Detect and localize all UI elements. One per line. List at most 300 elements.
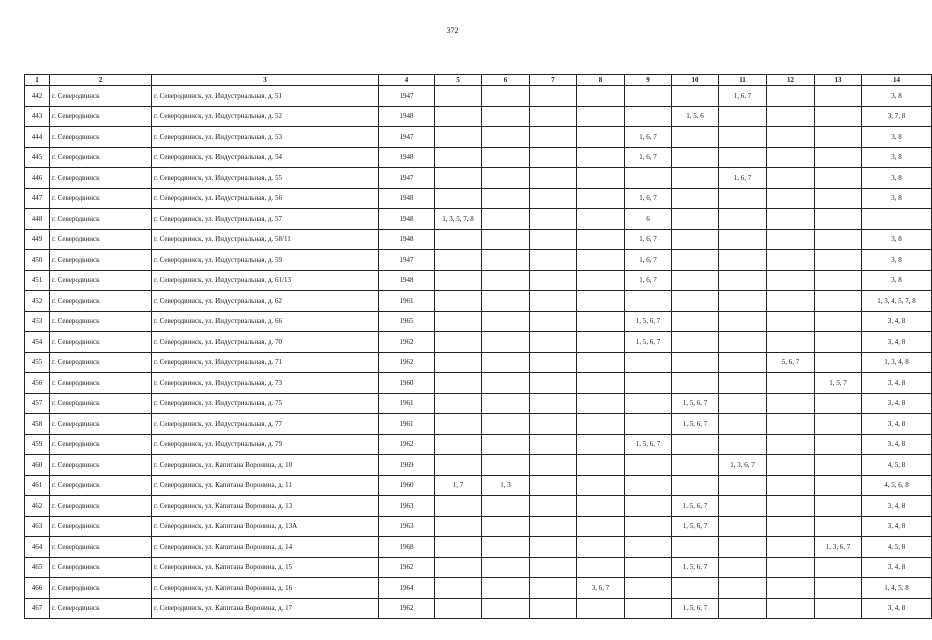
table-cell: 4, 5, 8	[862, 537, 932, 558]
table-cell: 1, 6, 7	[625, 270, 672, 291]
table-row	[25, 455, 932, 476]
table-cell: 447	[25, 188, 50, 209]
table-cell: 1, 6, 7	[625, 147, 672, 168]
table-cell	[577, 86, 625, 107]
table-cell: 1, 6, 7	[625, 229, 672, 250]
table-cell	[482, 229, 530, 250]
table-cell	[625, 291, 672, 312]
table-cell	[672, 373, 719, 394]
table-cell	[435, 352, 482, 373]
table-cell	[530, 229, 577, 250]
table-cell	[719, 516, 767, 537]
table-cell	[719, 229, 767, 250]
table-cell	[435, 250, 482, 271]
column-header-2: 2	[50, 75, 152, 86]
table-cell: 457	[25, 393, 50, 414]
table-row	[25, 598, 932, 619]
table-cell	[577, 209, 625, 230]
table-cell	[815, 86, 862, 107]
table-cell	[625, 537, 672, 558]
table-cell	[767, 209, 815, 230]
table-cell	[767, 86, 815, 107]
table-cell: 1948	[379, 229, 435, 250]
table-cell: 1, 4, 5, 8	[862, 578, 932, 599]
table-cell	[530, 578, 577, 599]
table-cell: г. Северодвинск	[50, 127, 152, 148]
table-cell: 3, 8	[862, 229, 932, 250]
table-cell: 3, 8	[862, 86, 932, 107]
table-cell: г. Северодвинск	[50, 86, 152, 107]
table-row	[25, 291, 932, 312]
table-cell	[530, 414, 577, 435]
table-cell	[482, 168, 530, 189]
table-cell: 1962	[379, 434, 435, 455]
table-cell	[435, 598, 482, 619]
column-header-10: 10	[672, 75, 719, 86]
table-cell	[719, 209, 767, 230]
table-cell: 454	[25, 332, 50, 353]
table-cell	[435, 311, 482, 332]
table-cell	[767, 270, 815, 291]
table-row	[25, 147, 932, 168]
table-cell	[482, 291, 530, 312]
table-cell: г. Северодвинск, ул. Индустриальная, д. 58/11	[152, 229, 379, 250]
table-cell: 1, 3, 4, 8	[862, 352, 932, 373]
table-cell	[577, 250, 625, 271]
table-cell	[577, 332, 625, 353]
table-cell	[482, 86, 530, 107]
table-cell: 3, 4, 8	[862, 393, 932, 414]
table-row	[25, 434, 932, 455]
table-cell: г. Северодвинск, ул. Капитана Воронина, д. 13	[152, 496, 379, 517]
table-cell	[577, 168, 625, 189]
table-cell: г. Северодвинск, ул. Индустриальная, д. 66	[152, 311, 379, 332]
table-cell: 3, 4, 8	[862, 373, 932, 394]
table-cell	[577, 352, 625, 373]
table-cell	[672, 229, 719, 250]
table-cell	[482, 373, 530, 394]
table-cell: г. Северодвинск, ул. Капитана Воронина, д. 14	[152, 537, 379, 558]
table-cell	[767, 475, 815, 496]
table-cell: 1948	[379, 270, 435, 291]
table-cell	[815, 352, 862, 373]
table-cell	[530, 147, 577, 168]
table-cell: 444	[25, 127, 50, 148]
table-cell	[482, 209, 530, 230]
table-cell: 446	[25, 168, 50, 189]
table-cell	[815, 557, 862, 578]
table-cell	[577, 516, 625, 537]
table-cell: 6	[625, 209, 672, 230]
table-cell	[672, 434, 719, 455]
table-cell	[672, 168, 719, 189]
table-cell	[767, 373, 815, 394]
table-cell	[815, 311, 862, 332]
table-cell	[530, 598, 577, 619]
table-cell	[672, 475, 719, 496]
column-header-7: 7	[530, 75, 577, 86]
table-cell	[482, 393, 530, 414]
table-cell	[767, 332, 815, 353]
table-cell: 1, 3, 6, 7	[719, 455, 767, 476]
table-cell	[625, 393, 672, 414]
table-cell	[435, 147, 482, 168]
table-cell: 1962	[379, 598, 435, 619]
table-cell	[530, 106, 577, 127]
table-cell: 1961	[379, 291, 435, 312]
table-row	[25, 270, 932, 291]
column-header-4: 4	[379, 75, 435, 86]
table-cell: г. Северодвинск	[50, 291, 152, 312]
table-row	[25, 373, 932, 394]
table-cell: 1, 5, 6, 7	[672, 414, 719, 435]
table-cell: г. Северодвинск	[50, 209, 152, 230]
table-cell	[767, 496, 815, 517]
table-cell	[530, 557, 577, 578]
table-cell: 1948	[379, 209, 435, 230]
table-cell: г. Северодвинск	[50, 106, 152, 127]
table-cell: 3, 4, 8	[862, 414, 932, 435]
table-cell	[577, 414, 625, 435]
table-cell: 3, 8	[862, 188, 932, 209]
table-cell	[530, 434, 577, 455]
table-cell: 443	[25, 106, 50, 127]
table-cell	[719, 434, 767, 455]
table-cell: 1, 5, 6, 7	[672, 393, 719, 414]
table-cell	[719, 127, 767, 148]
table-cell: 3, 4, 8	[862, 311, 932, 332]
table-cell	[625, 168, 672, 189]
table-cell: 1962	[379, 332, 435, 353]
table-cell	[672, 127, 719, 148]
table-cell: 463	[25, 516, 50, 537]
table-cell	[767, 516, 815, 537]
table-cell: 453	[25, 311, 50, 332]
table-cell	[577, 311, 625, 332]
column-header-5: 5	[435, 75, 482, 86]
table-cell	[530, 209, 577, 230]
table-cell: г. Северодвинск, ул. Индустриальная, д. 53	[152, 127, 379, 148]
table-cell: 1947	[379, 168, 435, 189]
table-cell	[767, 168, 815, 189]
table-cell	[435, 537, 482, 558]
table-cell	[719, 393, 767, 414]
table-cell: г. Северодвинск	[50, 229, 152, 250]
table-row	[25, 557, 932, 578]
table-row	[25, 496, 932, 517]
table-cell: 4, 5, 6, 8	[862, 475, 932, 496]
table-cell: 1, 6, 7	[719, 168, 767, 189]
table-cell	[672, 250, 719, 271]
table-cell	[767, 434, 815, 455]
table-row	[25, 414, 932, 435]
table-cell	[815, 414, 862, 435]
table-row	[25, 578, 932, 599]
table-cell	[577, 270, 625, 291]
table-cell	[767, 250, 815, 271]
table-cell	[435, 86, 482, 107]
table-cell	[482, 537, 530, 558]
table-cell: 3, 8	[862, 168, 932, 189]
table-cell: г. Северодвинск, ул. Индустриальная, д. 52	[152, 106, 379, 127]
table-cell: г. Северодвинск, ул. Индустриальная, д. 62	[152, 291, 379, 312]
table-cell: 5, 6, 7	[767, 352, 815, 373]
table-cell	[482, 332, 530, 353]
table-cell: 1, 5, 6, 7	[625, 434, 672, 455]
table-cell: г. Северодвинск	[50, 332, 152, 353]
table-cell	[435, 516, 482, 537]
table-row	[25, 516, 932, 537]
table-cell	[482, 598, 530, 619]
table-row	[25, 229, 932, 250]
table-cell: г. Северодвинск, ул. Индустриальная, д. 55	[152, 168, 379, 189]
table-cell: г. Северодвинск	[50, 188, 152, 209]
table-cell	[482, 496, 530, 517]
table-cell	[482, 188, 530, 209]
table-cell	[672, 352, 719, 373]
table-cell	[482, 147, 530, 168]
table-cell	[530, 352, 577, 373]
column-header-12: 12	[767, 75, 815, 86]
table-cell	[482, 106, 530, 127]
table-cell	[719, 414, 767, 435]
table-cell	[435, 291, 482, 312]
table-cell	[625, 496, 672, 517]
table-cell	[815, 127, 862, 148]
table-cell: г. Северодвинск	[50, 311, 152, 332]
table-cell	[719, 373, 767, 394]
table-cell	[815, 270, 862, 291]
table-cell	[530, 168, 577, 189]
table-cell	[435, 106, 482, 127]
table-cell	[577, 537, 625, 558]
table-cell: 1948	[379, 188, 435, 209]
table-cell: г. Северодвинск, ул. Капитана Воронина, д. 13А	[152, 516, 379, 537]
table-cell	[719, 188, 767, 209]
table-cell	[767, 598, 815, 619]
table-cell: г. Северодвинск, ул. Капитана Воронина, д. 11	[152, 475, 379, 496]
table-cell	[767, 537, 815, 558]
column-header-3: 3	[152, 75, 379, 86]
table-cell	[767, 578, 815, 599]
register-table	[24, 74, 932, 619]
table-cell: 1960	[379, 373, 435, 394]
table-cell	[435, 414, 482, 435]
table-cell: 1948	[379, 106, 435, 127]
table-cell	[482, 578, 530, 599]
column-header-6: 6	[482, 75, 530, 86]
table-cell: 1, 5, 6, 7	[672, 516, 719, 537]
table-cell: 442	[25, 86, 50, 107]
table-cell: 1, 3, 5, 7, 8	[435, 209, 482, 230]
table-cell	[719, 578, 767, 599]
table-row	[25, 475, 932, 496]
table-cell: 452	[25, 291, 50, 312]
table-cell	[815, 168, 862, 189]
table-row	[25, 106, 932, 127]
table-cell	[815, 106, 862, 127]
table-cell	[767, 311, 815, 332]
table-cell: 462	[25, 496, 50, 517]
page-number: 372	[446, 26, 459, 35]
table-cell: г. Северодвинск, ул. Капитана Воронина, д. 10	[152, 455, 379, 476]
table-cell	[577, 496, 625, 517]
table-cell: 1, 5, 6, 7	[672, 598, 719, 619]
table-cell: 1, 6, 7	[625, 127, 672, 148]
table-cell	[815, 209, 862, 230]
table-cell	[672, 188, 719, 209]
table-cell	[767, 557, 815, 578]
table-cell	[767, 393, 815, 414]
table-cell	[530, 537, 577, 558]
table-row	[25, 250, 932, 271]
table-cell	[719, 352, 767, 373]
table-cell	[815, 393, 862, 414]
table-cell	[435, 434, 482, 455]
table-cell	[530, 86, 577, 107]
table-cell	[577, 291, 625, 312]
table-cell	[435, 229, 482, 250]
table-cell: 466	[25, 578, 50, 599]
table-cell	[530, 475, 577, 496]
table-cell: г. Северодвинск	[50, 434, 152, 455]
table-cell: 3, 8	[862, 250, 932, 271]
table-cell	[719, 250, 767, 271]
table-cell	[815, 188, 862, 209]
table-cell	[530, 373, 577, 394]
table-cell	[672, 147, 719, 168]
table-cell	[815, 516, 862, 537]
table-cell	[815, 229, 862, 250]
table-cell	[577, 373, 625, 394]
table-cell	[530, 332, 577, 353]
table-cell	[719, 332, 767, 353]
table-row	[25, 127, 932, 148]
table-cell	[482, 311, 530, 332]
table-cell	[672, 537, 719, 558]
table-cell	[577, 127, 625, 148]
table-cell: 1947	[379, 250, 435, 271]
table-cell	[435, 188, 482, 209]
table-cell	[767, 455, 815, 476]
table-cell: г. Северодвинск, ул. Индустриальная, д. 54	[152, 147, 379, 168]
table-cell	[672, 209, 719, 230]
table-row	[25, 86, 932, 107]
table-cell	[815, 475, 862, 496]
table-cell: 1960	[379, 475, 435, 496]
table-cell	[577, 434, 625, 455]
table-cell	[482, 127, 530, 148]
table-row	[25, 168, 932, 189]
table-cell	[767, 147, 815, 168]
table-cell: 1, 5, 6, 7	[625, 332, 672, 353]
table-cell	[815, 496, 862, 517]
table-cell	[719, 270, 767, 291]
table-cell	[815, 455, 862, 476]
table-cell	[577, 475, 625, 496]
table-cell: 1, 6, 7	[625, 188, 672, 209]
table-cell: 464	[25, 537, 50, 558]
table-cell: 3, 7, 8	[862, 106, 932, 127]
table-cell: 1963	[379, 496, 435, 517]
table-cell: 1, 3, 4, 5, 7, 8	[862, 291, 932, 312]
table-cell: г. Северодвинск	[50, 270, 152, 291]
table-cell	[719, 291, 767, 312]
table-cell: г. Северодвинск, ул. Индустриальная, д. 75	[152, 393, 379, 414]
table-cell	[530, 188, 577, 209]
table-row	[25, 311, 932, 332]
table-cell: 3, 4, 8	[862, 516, 932, 537]
table-cell	[719, 311, 767, 332]
table-cell: 451	[25, 270, 50, 291]
table-cell: 1965	[379, 311, 435, 332]
column-header-13: 13	[815, 75, 862, 86]
table-cell: 456	[25, 373, 50, 394]
table-cell: 1, 6, 7	[625, 250, 672, 271]
table-cell: 1962	[379, 557, 435, 578]
table-cell: г. Северодвинск, ул. Индустриальная, д. 70	[152, 332, 379, 353]
table-cell: 1, 5, 6, 7	[672, 496, 719, 517]
table-cell: 460	[25, 455, 50, 476]
table-cell: г. Северодвинск	[50, 455, 152, 476]
table-cell: 1948	[379, 147, 435, 168]
table-cell	[672, 270, 719, 291]
table-cell: 4, 5, 8	[862, 455, 932, 476]
table-cell	[530, 393, 577, 414]
table-cell: г. Северодвинск	[50, 557, 152, 578]
table-cell	[577, 106, 625, 127]
table-cell	[815, 291, 862, 312]
table-cell: 1, 3	[482, 475, 530, 496]
table-cell: 3, 8	[862, 147, 932, 168]
table-row	[25, 332, 932, 353]
table-cell: 1961	[379, 414, 435, 435]
table-cell: г. Северодвинск	[50, 147, 152, 168]
table-cell	[862, 209, 932, 230]
table-row	[25, 393, 932, 414]
table-cell	[767, 291, 815, 312]
table-cell	[672, 291, 719, 312]
table-cell: 461	[25, 475, 50, 496]
table-cell	[577, 229, 625, 250]
table-cell: г. Северодвинск	[50, 578, 152, 599]
column-header-1: 1	[25, 75, 50, 86]
table-cell: г. Северодвинск, ул. Индустриальная, д. 77	[152, 414, 379, 435]
table-cell: 3, 4, 8	[862, 557, 932, 578]
table-cell	[577, 455, 625, 476]
table-cell	[719, 557, 767, 578]
table-cell	[435, 168, 482, 189]
table-cell	[435, 332, 482, 353]
table-cell	[815, 578, 862, 599]
table-cell	[625, 86, 672, 107]
table-cell: 3, 4, 8	[862, 496, 932, 517]
table-cell: 1961	[379, 393, 435, 414]
table-cell	[815, 250, 862, 271]
table-cell: 445	[25, 147, 50, 168]
table-cell: г. Северодвинск, ул. Индустриальная, д. 51	[152, 86, 379, 107]
table-cell: 465	[25, 557, 50, 578]
table-cell	[482, 352, 530, 373]
table-cell	[577, 598, 625, 619]
table-cell: г. Северодвинск, ул. Капитана Воронина, д. 16	[152, 578, 379, 599]
table-row	[25, 209, 932, 230]
table-row	[25, 188, 932, 209]
table-cell: 1, 5, 6, 7	[672, 557, 719, 578]
table-cell	[482, 557, 530, 578]
table-cell: г. Северодвинск, ул. Капитана Воронина, д. 17	[152, 598, 379, 619]
table-cell	[625, 455, 672, 476]
